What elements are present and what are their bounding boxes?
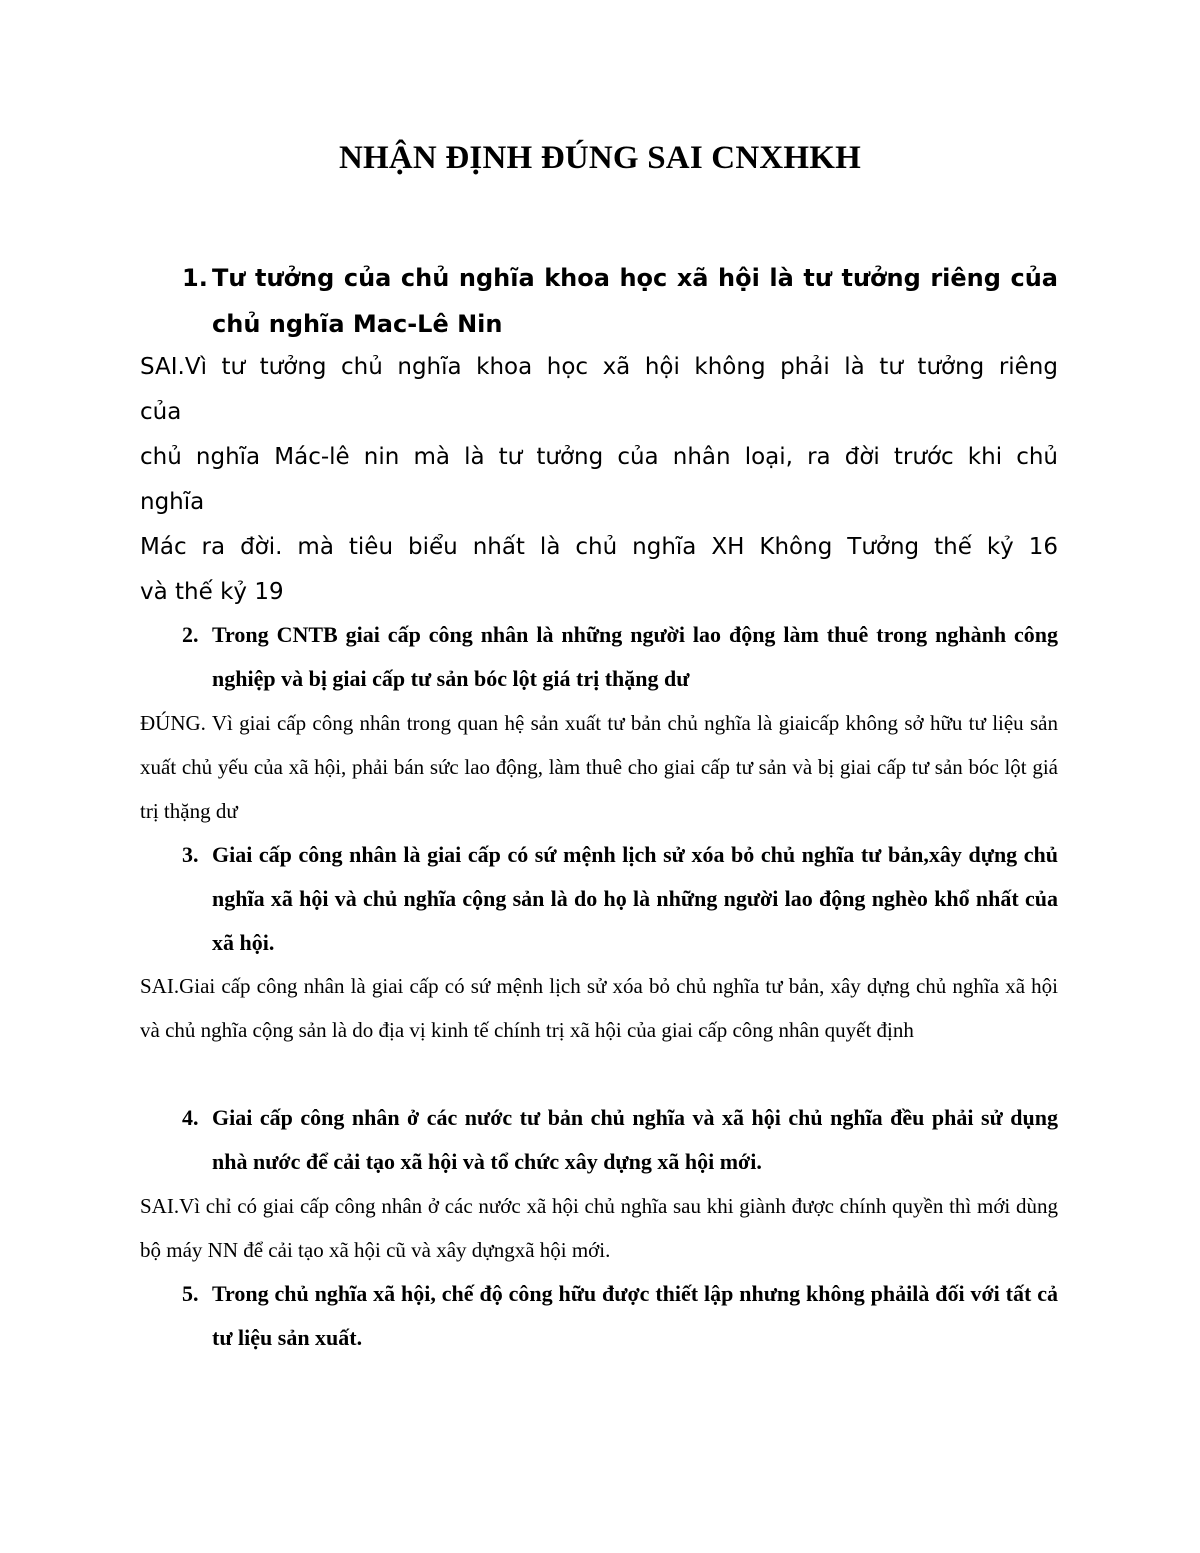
page-title: NHẬN ĐỊNH ĐÚNG SAI CNXHKH: [338, 140, 862, 176]
answer-1-line-3: chủ nghĩa Mác-lê nin mà là tư tưởng của nhân loại, ra đời trước khi chủ: [140, 444, 1058, 470]
answer-1-line-5: Mác ra đời. mà tiêu biểu nhất là chủ nghĩa XH Không Tưởng thế kỷ 16: [140, 534, 1058, 560]
question-2-text: Trong CNTB giai cấp công nhân là những người lao động làm thuê trong nghành công nghiệp và bị giai cấp tư sản bóc lột giá trị thặng dư: [212, 622, 1058, 691]
answer-1-line-4: nghĩa: [140, 489, 205, 515]
answer-2: [140, 701, 1058, 833]
question-1: [140, 255, 1058, 347]
answer-1: [140, 345, 1058, 615]
question-4-text: Giai cấp công nhân ở các nước tư bản chủ nghĩa và xã hội chủ nghĩa đều phải sử dụng nhà nước để cải tạo xã hội và tổ chức xây dựng xã hội mới.: [212, 1105, 1058, 1174]
answer-4: [140, 1184, 1058, 1272]
answer-2-text: ĐÚNG. Vì giai cấp công nhân trong quan hệ sản xuất tư bản chủ nghĩa là giaicấp không sở hữu tư liệu sản xuất chủ yếu của xã hội, phải bán sức lao động, làm thuê cho giai cấp tư sản và bị giai cấp tư sản bóc lột giá trị thặng dư: [140, 711, 1058, 823]
answer-4-text: SAI.Vì chỉ có giai cấp công nhân ở các nước xã hội chủ nghĩa sau khi giành được chính quyền thì mới dùng bộ máy NN để cải tạo xã hội cũ và xây dựngxã hội mới.: [140, 1194, 1058, 1262]
question-3-text: Giai cấp công nhân là giai cấp có sứ mệnh lịch sử xóa bỏ chủ nghĩa tư bản,xây dựng chủ nghĩa xã hội và chủ nghĩa cộng sản là do họ là những người lao động nghèo khổ nhất của xã hội.: [212, 842, 1058, 955]
answer-3: [140, 964, 1058, 1052]
question-2: [140, 613, 1058, 701]
question-4: [140, 1096, 1058, 1184]
answer-3-text: SAI.Giai cấp công nhân là giai cấp có sứ mệnh lịch sử xóa bỏ chủ nghĩa tư bản, xây dựng chủ nghĩa xã hội và chủ nghĩa cộng sản là do địa vị kinh tế chính trị xã hội của giai cấp công nhân quyết định: [140, 974, 1058, 1042]
answer-1-line-1: SAI.Vì tư tưởng chủ nghĩa khoa học xã hội không phải là tư tưởng riêng: [140, 354, 1058, 380]
question-5-text: Trong chủ nghĩa xã hội, chế độ công hữu được thiết lập nhưng không phảilà đối với tất cả tư liệu sản xuất.: [212, 1281, 1058, 1350]
question-3: [140, 833, 1058, 965]
question-5-number: 5.: [182, 1281, 199, 1306]
question-1-text: Tư tưởng của chủ nghĩa khoa học xã hội là tư tưởng riêng của chủ nghĩa Mac-Lê Nin: [212, 264, 1058, 338]
answer-1-line-6: và thế kỷ 19: [140, 579, 284, 605]
question-3-number: 3.: [182, 842, 199, 867]
question-4-number: 4.: [182, 1105, 199, 1130]
answer-1-line-2: của: [140, 399, 182, 425]
question-5: [140, 1272, 1058, 1360]
question-1-number: 1.: [182, 264, 208, 292]
question-2-number: 2.: [182, 622, 199, 647]
